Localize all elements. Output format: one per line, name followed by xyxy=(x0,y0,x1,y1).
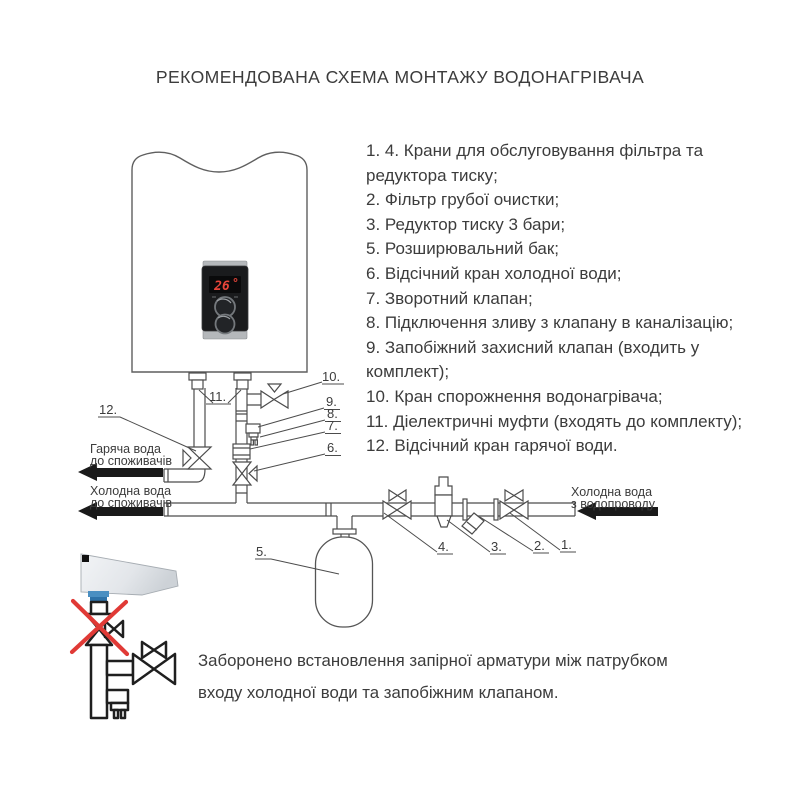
lower-tap-prong xyxy=(114,710,118,718)
valve-handle xyxy=(398,490,407,501)
callout-11: 11. xyxy=(209,389,227,404)
pressure-reducer xyxy=(435,477,452,527)
valve-handle xyxy=(183,450,191,466)
legend-line: 10. Кран спорожнення водонагрівача; xyxy=(366,386,663,406)
callout-6: 6. xyxy=(327,440,338,455)
callout-9: 9. xyxy=(326,394,337,409)
check-valve xyxy=(233,444,250,459)
valve-handle xyxy=(268,384,281,392)
heater-bottom-photo xyxy=(81,554,178,595)
drain-prong xyxy=(251,440,253,445)
blue-fitting xyxy=(88,591,109,597)
hot-out-label: Гаряча вода xyxy=(90,442,161,456)
drain-branch xyxy=(247,394,261,405)
expansion-tank xyxy=(316,537,373,627)
inlet-stub-pipe xyxy=(91,602,107,614)
valve-handle xyxy=(514,490,523,501)
valve-handle xyxy=(249,466,257,481)
coupling-right xyxy=(234,373,251,380)
hot-pipe-elbow xyxy=(164,469,205,482)
pipework xyxy=(164,388,575,537)
warning-text xyxy=(198,645,758,708)
riser-pipe xyxy=(91,645,107,718)
cold-in-label: Холодна вода xyxy=(571,485,653,499)
legend-line: 9. Запобіжний захисний клапан (входить у xyxy=(366,337,700,357)
hot-out-label: до споживачів xyxy=(90,454,173,468)
coupling-right-body xyxy=(237,380,248,389)
legend-line: редуктора тиску; xyxy=(366,165,498,185)
callout-2: 2. xyxy=(534,538,545,553)
coupling-left xyxy=(189,373,206,380)
service-valve-1 xyxy=(500,490,528,519)
legend-line: 8. Підключення зливу з клапану в каналізацію; xyxy=(366,313,734,333)
callout-7: 7. xyxy=(327,418,338,433)
hot-shutoff-valve xyxy=(183,447,211,469)
page-title: РЕКОМЕНДОВАНА СХЕМА МОНТАЖУ ВОДОНАГРІВАЧА xyxy=(155,67,645,87)
forbidden-valve-handle xyxy=(114,621,123,637)
callout-1: 1. xyxy=(561,537,572,552)
legend-line: 3. Редуктор тиску 3 бари; xyxy=(366,214,566,234)
branch-valve-handle xyxy=(154,642,166,658)
safety-valve xyxy=(246,424,260,445)
cold-out-label: Холодна вода xyxy=(90,484,172,498)
control-panel xyxy=(202,261,248,339)
prohibited-setup-illustration xyxy=(72,554,178,718)
tank-flange xyxy=(333,529,356,534)
callout-4: 4. xyxy=(438,539,449,554)
temperature-value: 26 xyxy=(214,279,230,294)
cold-in-label: з водопроводу xyxy=(571,497,656,511)
callout-10: 10. xyxy=(322,369,341,384)
branch-valve-handle xyxy=(142,642,154,658)
service-valve-4 xyxy=(383,490,411,519)
valve-handle xyxy=(505,490,514,501)
lower-branch xyxy=(107,690,128,703)
warning-line: входу холодної води та запобіжним клапаном. xyxy=(198,682,559,702)
water-heater xyxy=(132,152,307,372)
valve-handle xyxy=(389,490,398,501)
callout-12: 12. xyxy=(99,402,118,417)
legend-line: комплект); xyxy=(366,362,450,382)
warning-line: Заборонено встановлення запірної арматури між патрубком xyxy=(198,651,668,670)
branch-pipe xyxy=(107,661,133,675)
legend-line: 11. Діелектричні муфти (входять до комплекту); xyxy=(366,411,743,431)
heater-corner-mark xyxy=(82,555,89,562)
hot-pipe xyxy=(194,388,205,447)
dielectric-couplings xyxy=(189,373,251,389)
legend-line: 1. 4. Крани для обслуговування фільтра та xyxy=(366,141,704,160)
callout-5: 5. xyxy=(256,544,267,559)
cold-out-label: до споживачів xyxy=(90,496,173,510)
legend-line: 7. Зворотний клапан; xyxy=(366,288,533,308)
drain-outlet xyxy=(249,433,258,437)
callout-8: 8. xyxy=(327,406,338,421)
drain-prong xyxy=(255,440,257,445)
lower-tap-prong xyxy=(121,710,125,718)
coupling-left-body xyxy=(192,380,203,389)
drain-valve xyxy=(261,384,288,408)
legend-line: 2. Фільтр грубої очистки; xyxy=(366,190,560,210)
legend-line: 12. Відсічний кран гарячої води. xyxy=(366,436,618,456)
callout-3: 3. xyxy=(491,539,502,554)
legend-line: 5. Розширювальний бак; xyxy=(366,239,560,259)
legend-line: 6. Відсічний кран холодної води; xyxy=(366,263,622,283)
